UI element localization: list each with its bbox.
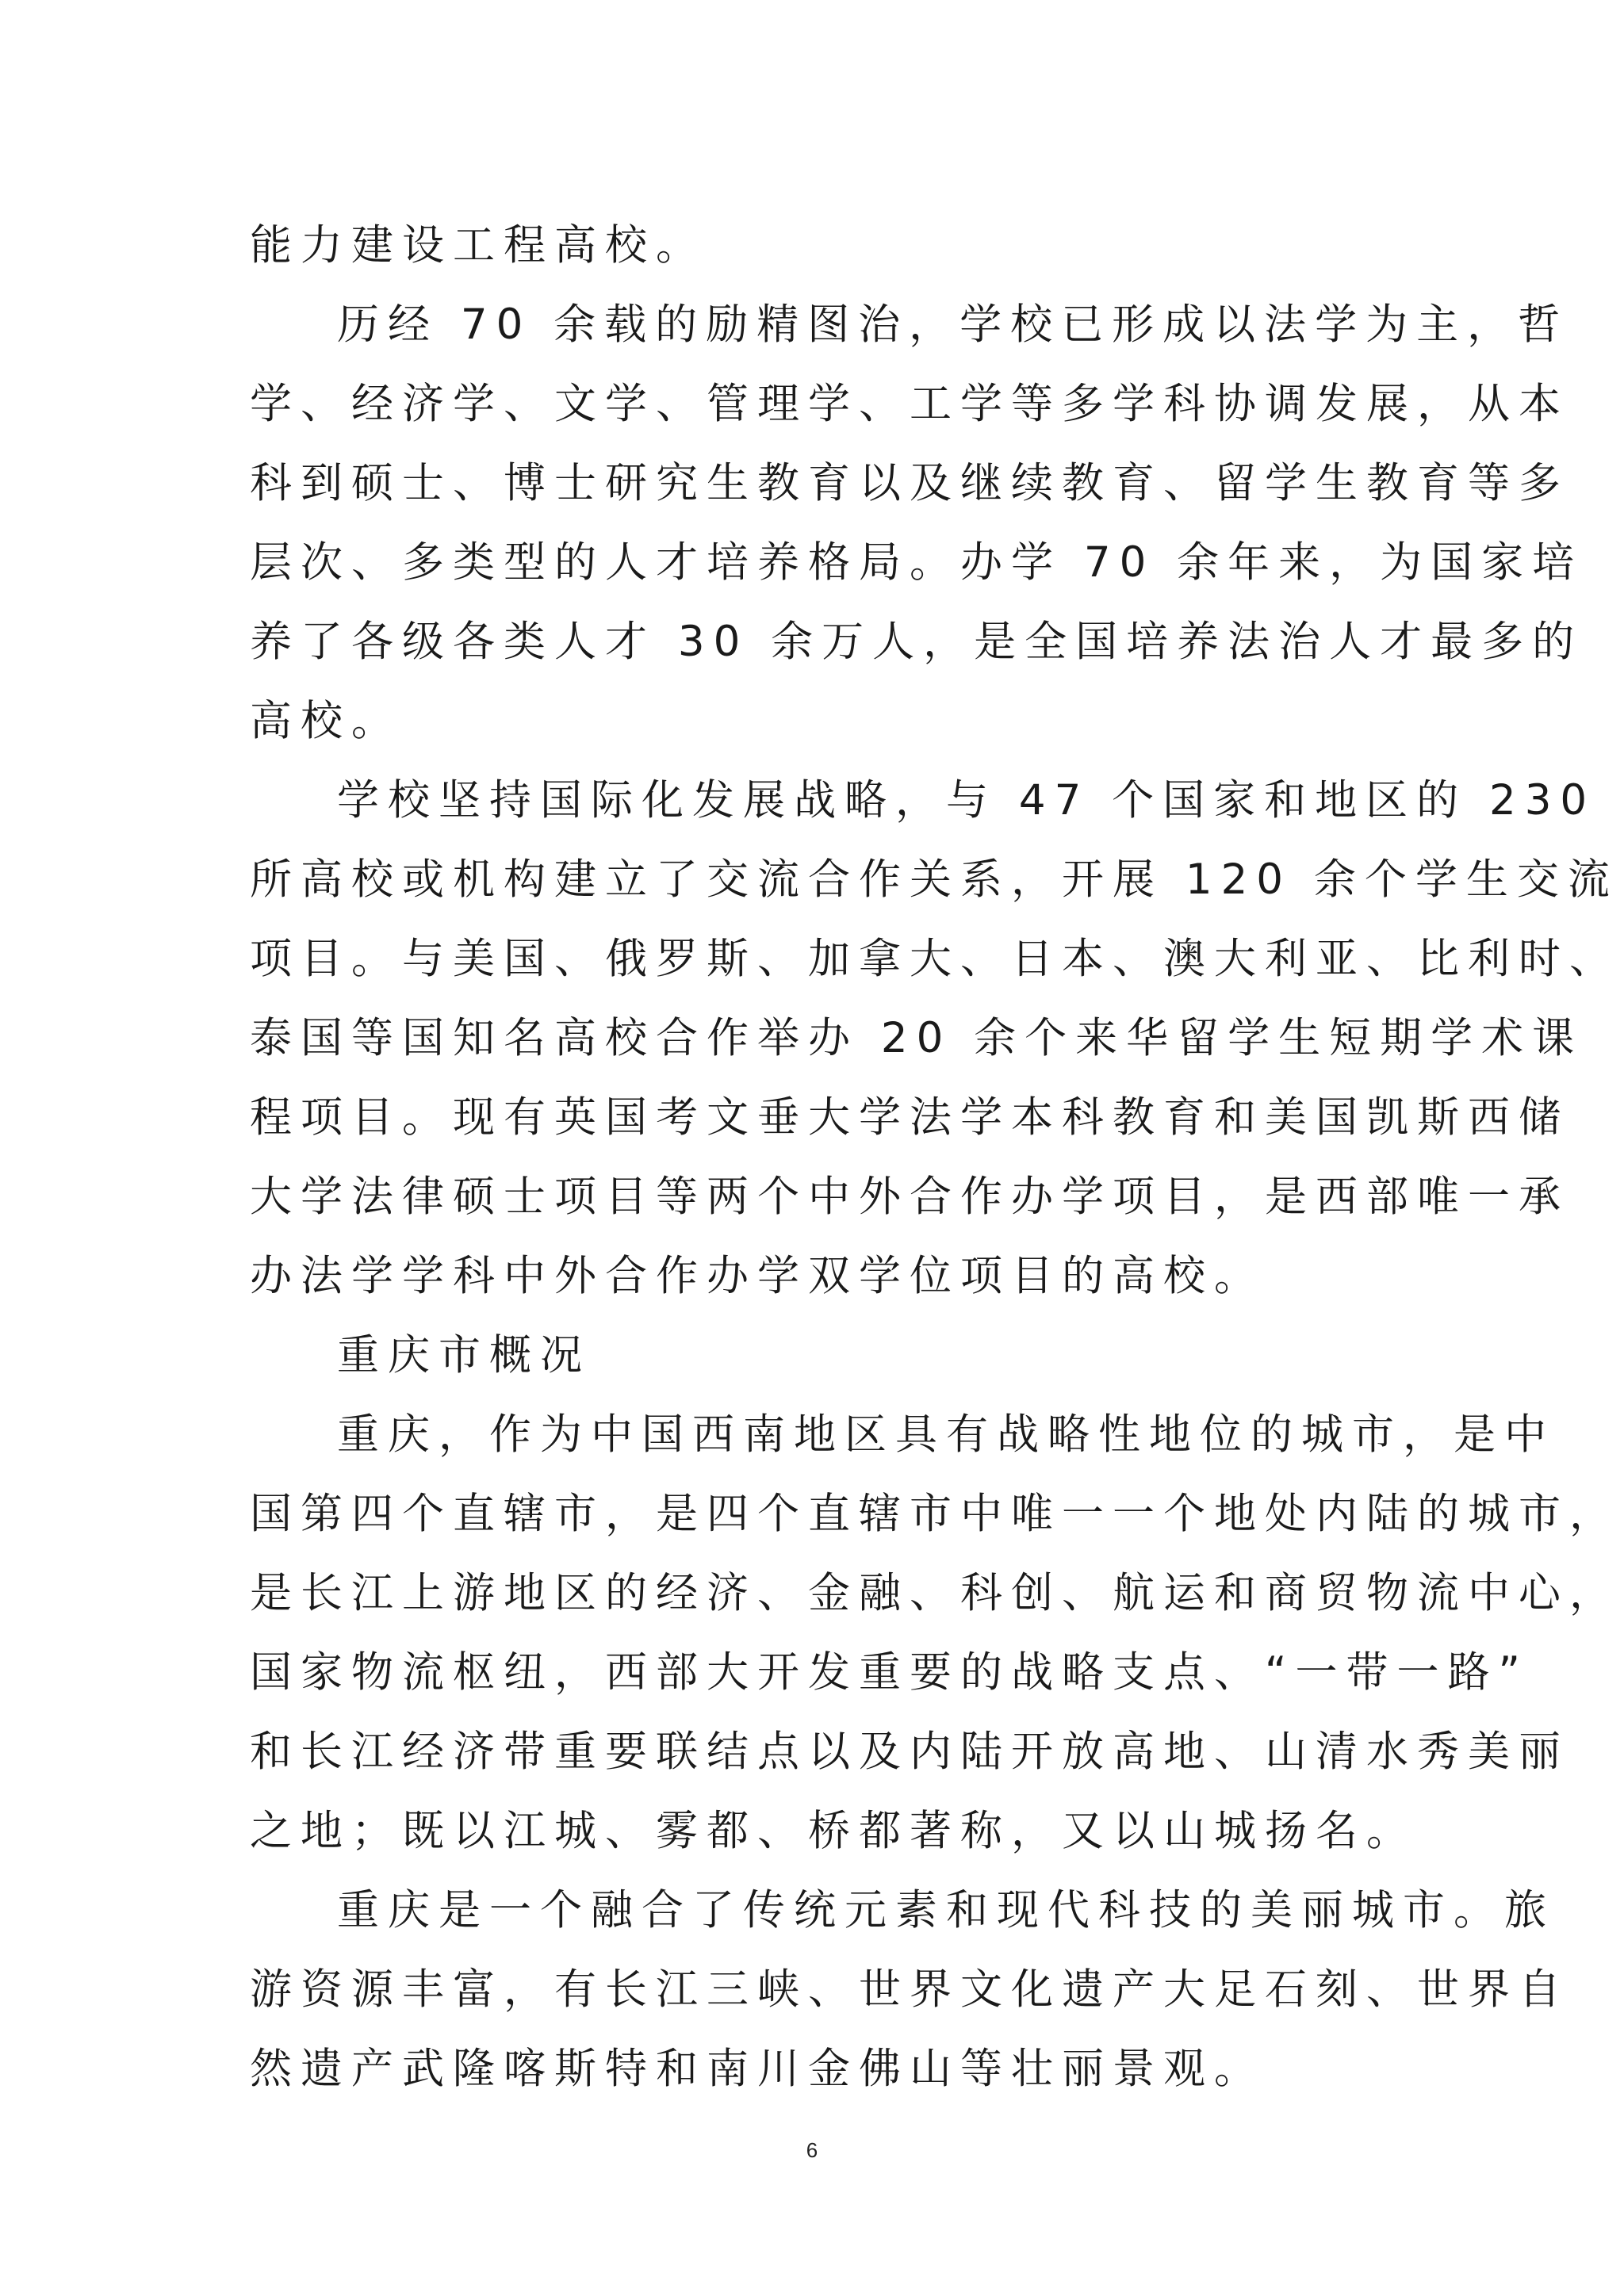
text-line: 重庆，作为中国西南地区具有战略性地位的城市，是中	[337, 1410, 1555, 1459]
text-line: 大学法律硕士项目等两个中外合作办学项目，是西部唯一承	[250, 1173, 1569, 1221]
text-line: 游资源丰富，有长江三峡、世界文化遗产大足石刻、世界自	[250, 1965, 1569, 2014]
text-line: 和长江经济带重要联结点以及内陆开放高地、山清水秀美丽	[250, 1728, 1569, 1776]
text-line: 国第四个直辖市，是四个直辖市中唯一一个地处内陆的城市，	[250, 1490, 1620, 1538]
text-line: 然遗产武隆喀斯特和南川金佛山等壮丽景观。	[250, 2045, 1265, 2093]
text-line: 国家物流枢纽，西部大开发重要的战略支点、“一带一路”	[250, 1648, 1529, 1697]
text-line: 高校。	[250, 697, 402, 745]
text-line: 之地；既以江城、雾都、桥都著称，又以山城扬名。	[250, 1807, 1417, 1855]
text-line: 学、经济学、文学、管理学、工学等多学科协调发展，从本	[250, 380, 1569, 428]
text-line: 历经 70 余载的励精图治，学校已形成以法学为主，哲	[337, 300, 1569, 349]
text-line: 是长江上游地区的经济、金融、科创、航运和商贸物流中心，	[250, 1569, 1620, 1617]
text-line: 泰国等国知名高校合作举办 20 余个来华留学生短期学术课	[250, 1014, 1584, 1062]
text-line: 科到硕士、博士研究生教育以及继续教育、留学生教育等多	[250, 459, 1569, 507]
text-line: 养了各级各类人才 30 余万人，是全国培养法治人才最多的	[250, 618, 1584, 666]
page-number: 6	[806, 2138, 818, 2162]
text-line: 程项目。现有英国考文垂大学法学本科教育和美国凯斯西储	[250, 1093, 1569, 1142]
text-line: 所高校或机构建立了交流合作关系，开展 120 余个学生交流	[250, 855, 1618, 904]
text-line: 办法学学科中外合作办学双学位项目的高校。	[250, 1252, 1265, 1300]
section-heading: 重庆市概况	[337, 1331, 591, 1380]
text-line: 学校坚持国际化发展战略，与 47 个国家和地区的 230	[337, 776, 1596, 825]
text-line: 重庆是一个融合了传统元素和现代科技的美丽城市。旅	[337, 1886, 1555, 1934]
text-line: 层次、多类型的人才培养格局。办学 70 余年来，为国家培	[250, 538, 1584, 587]
text-line: 能力建设工程高校。	[250, 221, 707, 270]
text-line: 项目。与美国、俄罗斯、加拿大、日本、澳大利亚、比利时、	[250, 935, 1620, 983]
body-text	[250, 206, 1620, 2109]
